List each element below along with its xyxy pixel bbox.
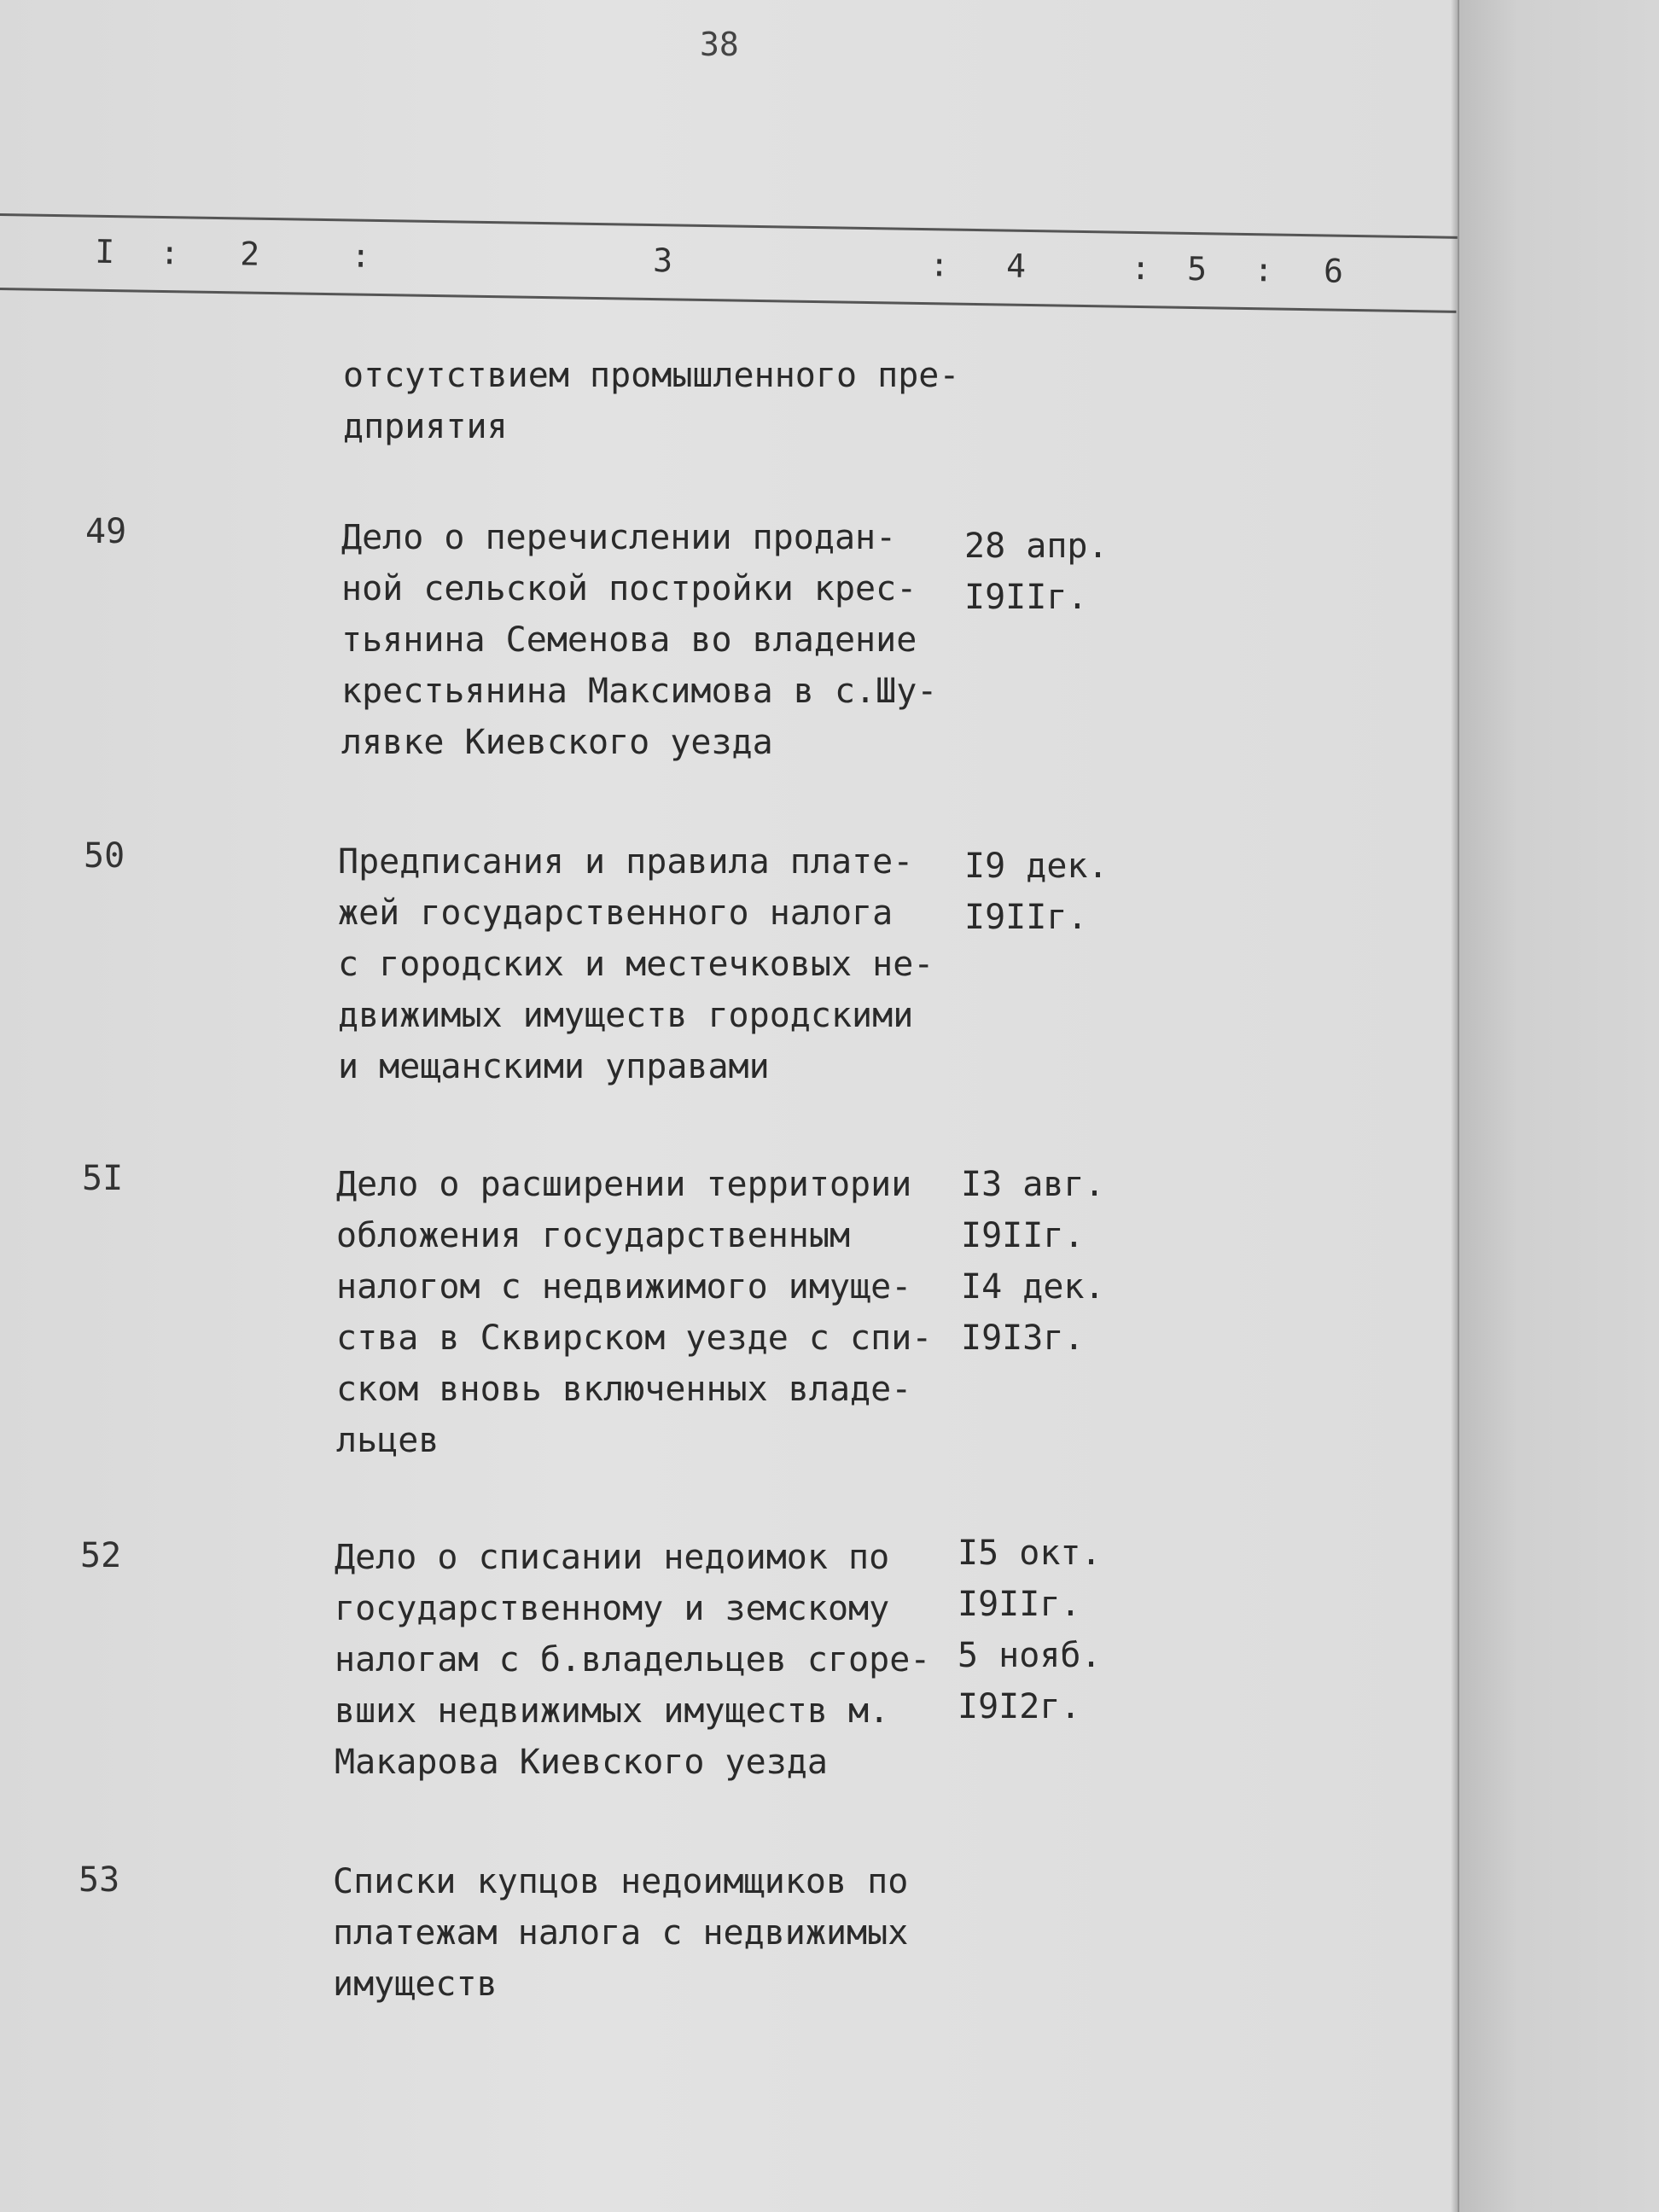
column-header-separator: : bbox=[928, 246, 950, 284]
entry-number: 5I bbox=[82, 1159, 124, 1198]
description-line: Предписания и правила плате- bbox=[338, 842, 914, 882]
column-header-2: 2 bbox=[239, 235, 260, 273]
column-header-separator: : bbox=[350, 236, 371, 275]
description-line: движимых имуществ городскими bbox=[338, 996, 914, 1035]
description-line: Макарова Киевского уезда bbox=[335, 1743, 828, 1782]
description-line: крестьянина Максимова в с.Шу- bbox=[341, 672, 938, 711]
date-line: I9IIг. bbox=[958, 1585, 1081, 1624]
entry-dates bbox=[964, 841, 1109, 943]
column-header-3: 3 bbox=[652, 242, 673, 280]
entry-description bbox=[341, 512, 937, 768]
column-header-row bbox=[0, 213, 1458, 313]
description-line: Списки купцов недоимщиков по bbox=[333, 1862, 909, 1901]
column-header-separator: : bbox=[159, 233, 180, 272]
entry-dates bbox=[961, 1159, 1105, 1364]
date-line: I5 окт. bbox=[958, 1534, 1102, 1573]
description-line: и мещанскими управами bbox=[338, 1047, 770, 1086]
column-header-4: 4 bbox=[1005, 247, 1027, 285]
entry-description bbox=[335, 1532, 930, 1788]
entry-number: 52 bbox=[80, 1536, 122, 1575]
entry-dates bbox=[958, 1528, 1102, 1732]
date-line: I9IIг. bbox=[961, 1216, 1085, 1255]
underlying-page bbox=[1458, 0, 1659, 2212]
description-line: лявке Киевского уезда bbox=[341, 723, 773, 762]
description-line: платежам налога с недвижимых bbox=[333, 1913, 909, 1953]
date-line: I9IIг. bbox=[964, 578, 1088, 617]
description-line: льцев bbox=[336, 1421, 439, 1460]
entry-number: 50 bbox=[84, 836, 125, 876]
description-line: налогам с б.владельцев сгоре- bbox=[335, 1640, 931, 1679]
page-number: 38 bbox=[700, 26, 739, 63]
description-line: обложения государственным bbox=[336, 1216, 851, 1255]
continuation-text bbox=[343, 350, 959, 452]
column-header-6: 6 bbox=[1323, 252, 1344, 290]
description-line: дприятия bbox=[343, 407, 508, 446]
date-line: I3 авг. bbox=[961, 1165, 1105, 1204]
entry-dates bbox=[964, 521, 1109, 623]
date-line: I9I2г. bbox=[958, 1687, 1081, 1726]
description-line: Дело о перечислении продан- bbox=[341, 518, 897, 557]
date-line: 5 нояб. bbox=[958, 1636, 1102, 1675]
entry-number: 49 bbox=[85, 512, 127, 551]
description-line: Дело о списании недоимок по bbox=[335, 1538, 890, 1577]
date-line: I9I3г. bbox=[961, 1318, 1085, 1358]
entry-description bbox=[338, 836, 934, 1092]
entry-number: 53 bbox=[79, 1860, 120, 1900]
description-line: отсутствием промышленного пре- bbox=[343, 356, 960, 395]
column-header-separator: : bbox=[1253, 251, 1274, 289]
date-line: I4 дек. bbox=[961, 1267, 1105, 1307]
date-line: I9IIг. bbox=[964, 898, 1088, 937]
column-header-separator: : bbox=[1130, 248, 1151, 288]
sheet-edge-shadow bbox=[1451, 0, 1459, 2212]
description-line: ной сельской постройки крес- bbox=[341, 569, 917, 608]
entry-description bbox=[336, 1159, 932, 1466]
date-line: I9 дек. bbox=[964, 847, 1109, 886]
description-line: государственному и земскому bbox=[335, 1589, 890, 1628]
description-line: имуществ bbox=[333, 1965, 498, 2004]
description-line: ства в Сквирском уезде с спи- bbox=[336, 1318, 933, 1358]
entry-description bbox=[333, 1856, 908, 2010]
description-line: с городских и местечковых не- bbox=[338, 945, 934, 984]
date-line: 28 апр. bbox=[964, 527, 1109, 566]
description-line: ском вновь включенных владе- bbox=[336, 1370, 912, 1409]
description-line: налогом с недвижимого имуще- bbox=[336, 1267, 912, 1307]
description-line: тьянина Семенова во владение bbox=[341, 620, 917, 660]
description-line: жей государственного налога bbox=[338, 894, 894, 933]
column-header-1: I bbox=[94, 232, 115, 271]
description-line: Дело о расширении территории bbox=[336, 1165, 912, 1204]
description-line: вших недвижимых имуществ м. bbox=[335, 1691, 890, 1731]
column-header-5: 5 bbox=[1186, 249, 1208, 288]
